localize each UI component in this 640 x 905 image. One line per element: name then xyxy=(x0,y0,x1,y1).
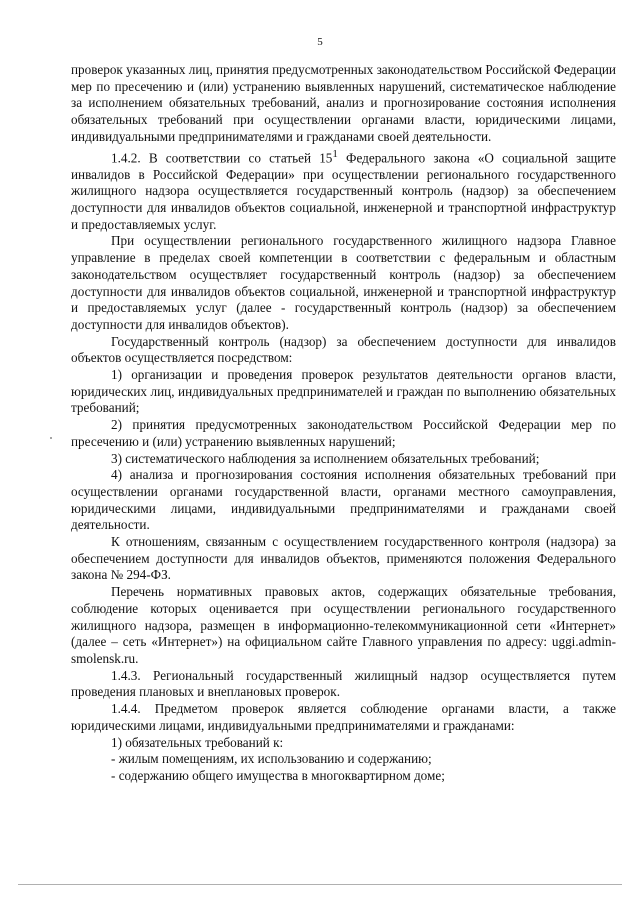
page-number: 5 xyxy=(317,36,323,48)
paragraph-1-4-2 xyxy=(71,146,616,234)
list-item-4: 4) анализа и прогнозирования состояния исполнения обязательных требований при осуществлении органами государственной власти, органами местного самоуправления, юридическими лицами, индивидуальными предпринимателями и гражданами своей деятельности. xyxy=(71,467,616,533)
paragraph-1-4-2-text-before: 1.4.2. В соответствии со статьей 15 xyxy=(111,149,333,165)
document-body xyxy=(71,62,616,785)
list-item-1: 1) организации и проведения проверок результатов деятельности органов власти, юридических лиц, индивидуальных предпринимателей и граждан по выполнению обязательных требований; xyxy=(71,367,616,416)
paragraph-regional-supervision: При осуществлении регионального государственного жилищного надзора Главное управление в пределах своей компетенции в соответствии с федеральным и областным законодательством осуществляет государственный контроль (надзор) за обеспечением доступности для инвалидов объектов социальной, инженерной и транспортной инфраструктур и предоставляемых услуг (далее - государственный контроль (надзор) за обеспечением доступности для инвалидов объектов). xyxy=(71,233,616,332)
paragraph-federal-law: К отношениям, связанным с осуществлением государственного контроля (надзора) за обеспечением доступности для инвалидов объектов, применяются положения Федерального закона № 294-ФЗ. xyxy=(71,534,616,583)
scan-edge-line xyxy=(18,884,622,885)
list-item-requirements: 1) обязательных требований к: xyxy=(111,734,284,750)
paragraph-continuation: проверок указанных лиц, принятия предусмотренных законодательством Российской Федерации мер по пресечению и (или) устранению выявленных нарушений, систематическое наблюдение за исполнением обязательных требований, анализ и прогнозирование состояния исполнения обязательных требований при осуществлении органами власти, юридическими лицами, индивидуальными предпринимателями и гражданами своей деятельности. xyxy=(71,62,616,144)
list-item-dash-1: - жилым помещениям, их использованию и содержанию; xyxy=(111,751,432,767)
list-item-2: 2) принятия предусмотренных законодательством Российской Федерации мер по пресечению и (или) устранению выявленных нарушений; xyxy=(71,417,616,449)
scan-mark xyxy=(50,437,52,439)
list-item-3: 3) систематического наблюдения за исполнением обязательных требований; xyxy=(111,450,540,466)
paragraph-1-4-3: 1.4.3. Региональный государственный жилищный надзор осуществляется путем проведения плановых и внеплановых проверок. xyxy=(71,667,616,700)
paragraph-legal-acts-list: Перечень нормативных правовых актов, содержащих обязательные требования, соблюдение которых оценивается при осуществлении регионального государственного жилищного надзора, размещен в информационно-телекоммуникационной сети «Интернет» (далее – сеть «Интернет») на официальном сайте Главного управления по адресу: uggi.admin-smolensk.ru. xyxy=(71,584,616,666)
list-item-dash-2: - содержанию общего имущества в многоквартирном доме; xyxy=(111,767,445,783)
paragraph-control-means: Государственный контроль (надзор) за обеспечением доступности для инвалидов объектов осуществляется посредством: xyxy=(71,333,616,366)
article-superscript: 1 xyxy=(332,147,338,160)
paragraph-1-4-4: 1.4.4. Предметом проверок является соблюдение органами власти, а также юридическими лицами, индивидуальными предпринимателями и гражданами: xyxy=(71,701,616,733)
paragraph-1-4-2-text-after: Федерального закона «О социальной защите инвалидов в Российской Федерации» при осуществлении регионального государственного жилищного надзора осуществляется государственный контроль (надзор) за обеспечением доступности для инвалидов объектов социальной, инженерной и транспортной инфраструктур и предоставляемых услуг. xyxy=(71,149,616,232)
